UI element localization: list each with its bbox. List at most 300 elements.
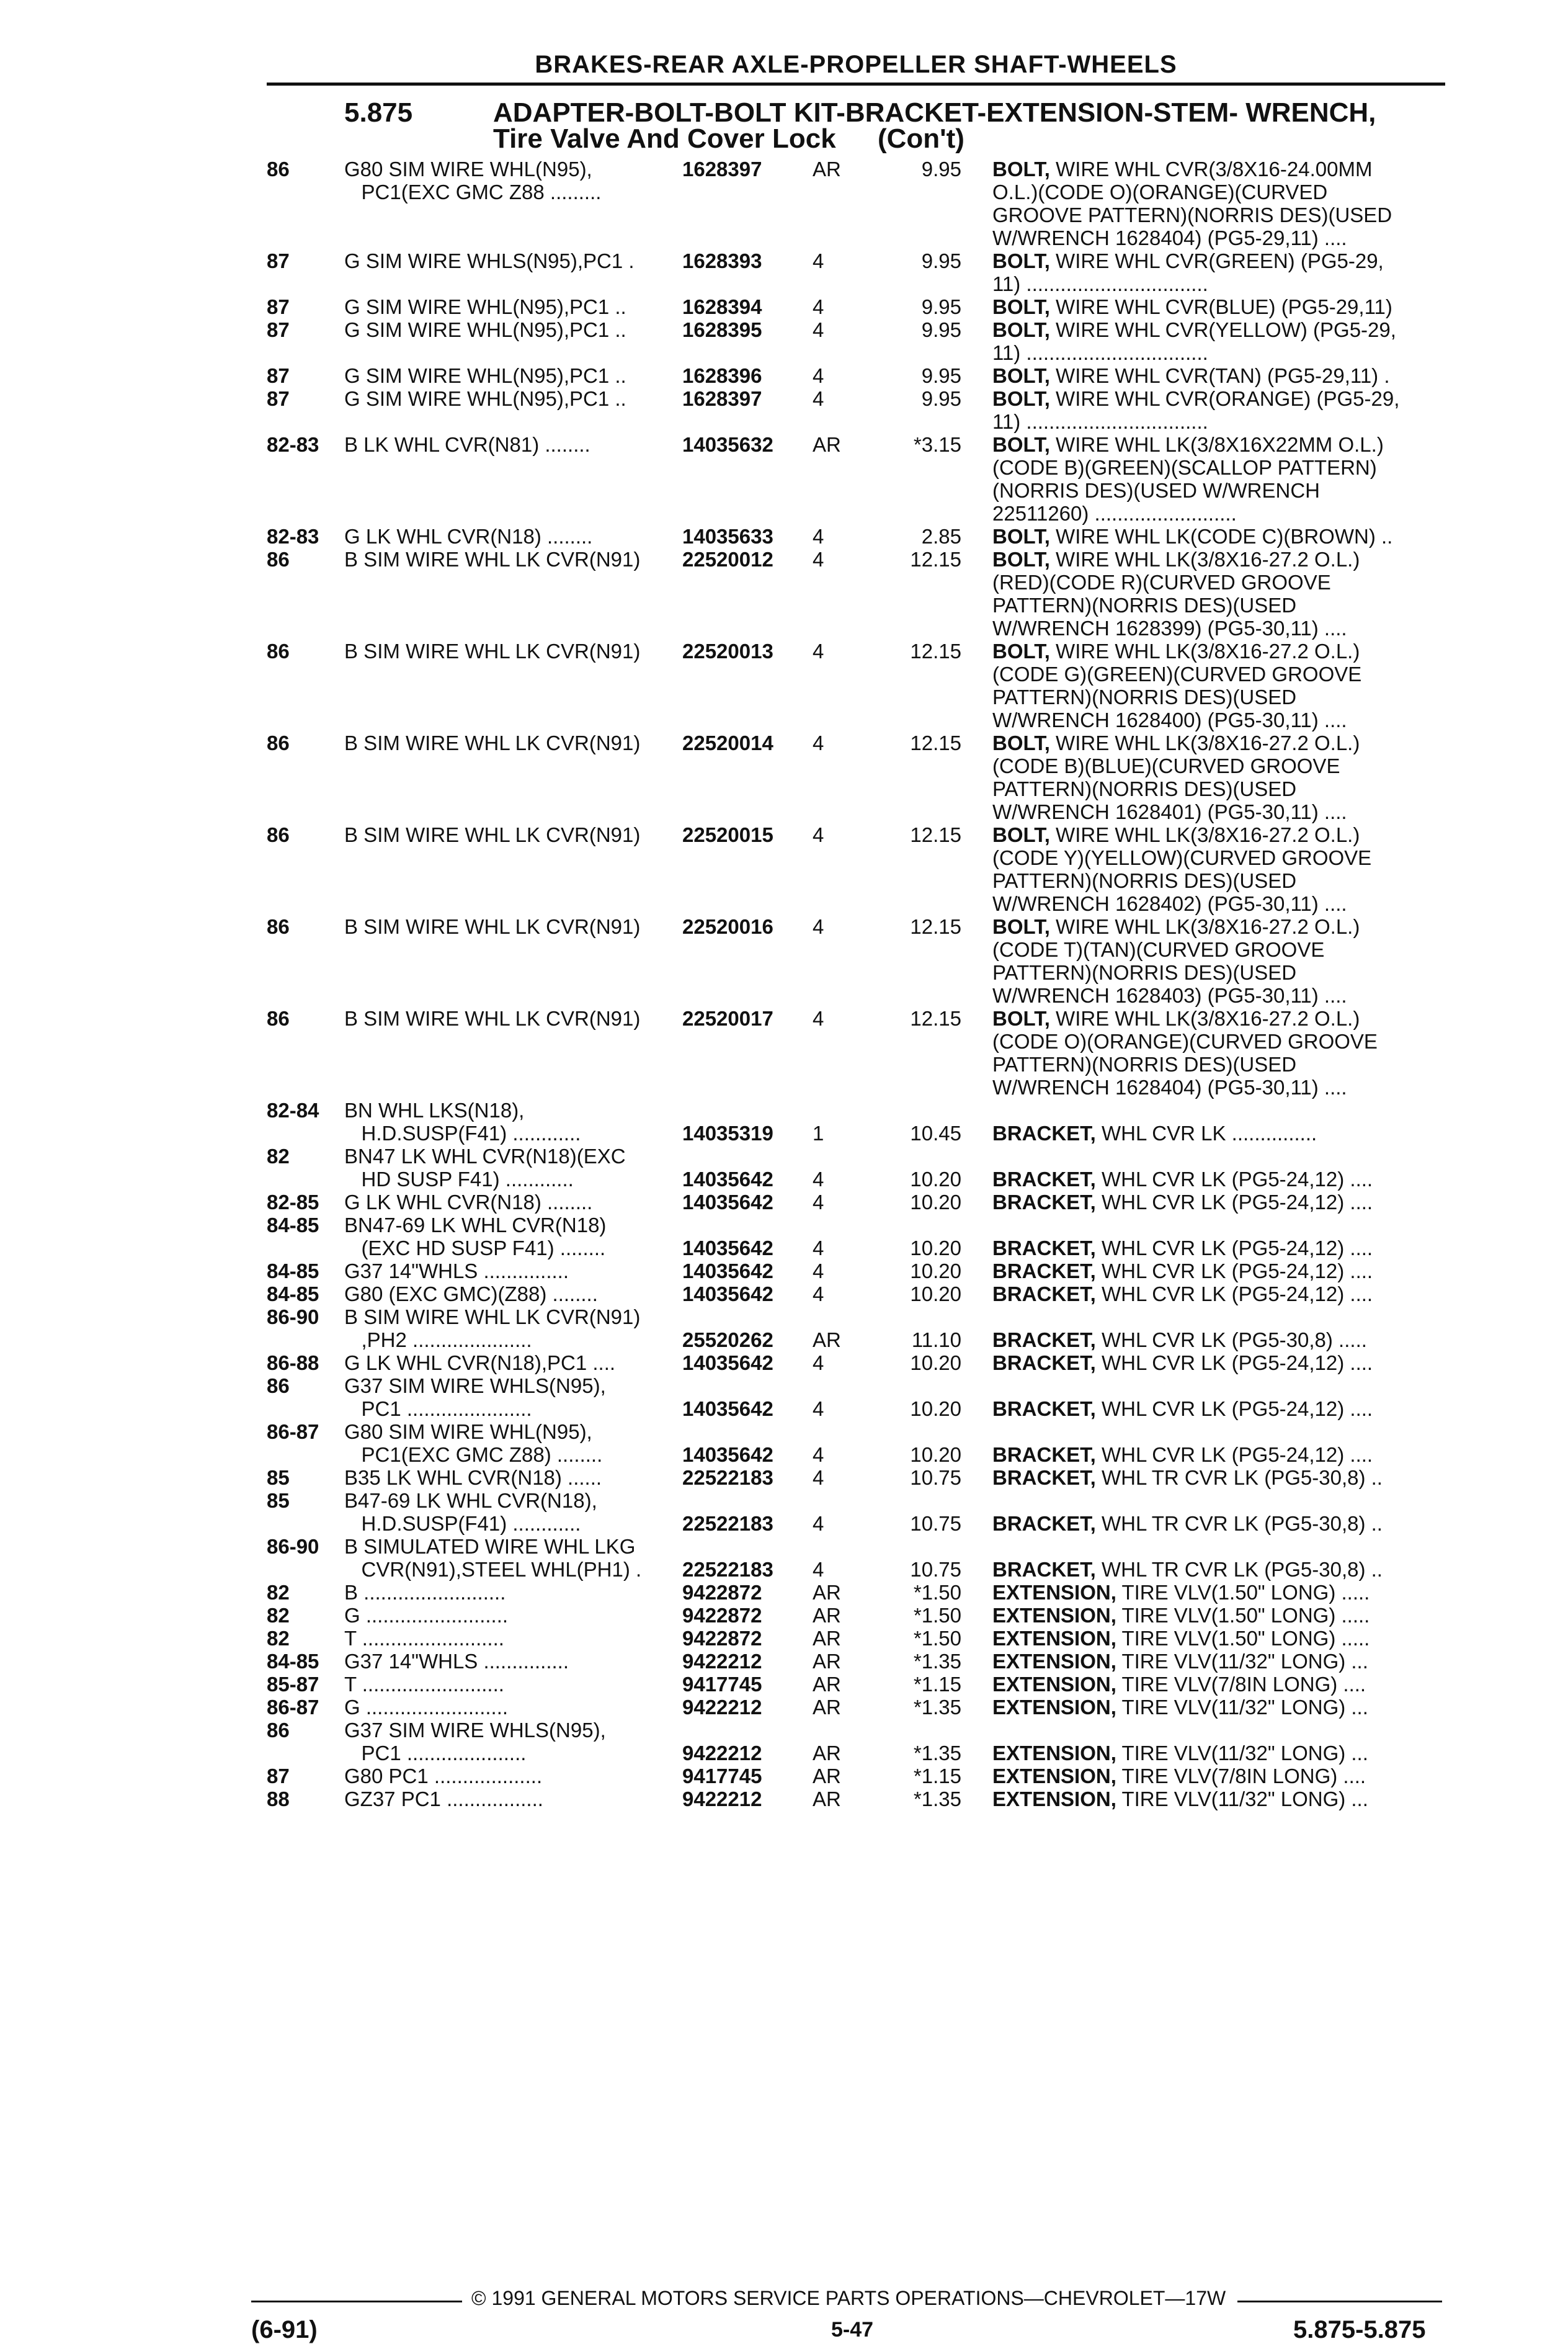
part-name-keyword: BOLT,	[992, 548, 1050, 571]
part-name-line: (RED)(CODE R)(CURVED GROOVE	[992, 571, 1331, 594]
table-row	[267, 1007, 1445, 1099]
part-name-text: WHL CVR LK (PG5-24,12) ....	[1095, 1237, 1373, 1259]
application-description	[344, 1351, 679, 1374]
application-description	[344, 915, 679, 938]
part-name-line	[992, 433, 1451, 456]
part-name-line: (NORRIS DES)(USED W/WRENCH	[992, 479, 1320, 502]
part-number: 9422212	[682, 1787, 762, 1810]
part-name-keyword: BRACKET,	[992, 1191, 1096, 1214]
price: 9.95	[921, 158, 961, 181]
model-year: 82-85	[267, 1191, 319, 1214]
price: *1.35	[913, 1787, 961, 1810]
part-name-text: WIRE WHL LK(3/8X16-27.2 O.L.)	[1049, 823, 1360, 846]
price: 12.15	[910, 1007, 961, 1030]
quantity: AR	[813, 1581, 841, 1604]
part-name-line: O.L.)(CODE O)(ORANGE)(CURVED	[992, 181, 1328, 204]
quantity: 1	[813, 1122, 824, 1145]
section-title: ADAPTER-BOLT-BOLT KIT-BRACKET-EXTENSION-STEM- WRENCH,	[493, 97, 1376, 128]
part-number: 1628396	[682, 364, 762, 387]
part-number: 14035642	[682, 1237, 773, 1259]
quantity: 4	[813, 1397, 824, 1420]
model-year: 86	[267, 548, 290, 571]
quantity: 4	[813, 1558, 824, 1581]
part-name	[992, 318, 1451, 364]
part-name-keyword: BOLT,	[992, 387, 1050, 410]
application-description	[344, 295, 679, 318]
model-year: 85	[267, 1466, 290, 1489]
quantity: AR	[813, 1627, 841, 1650]
table-row	[267, 548, 1445, 640]
quantity: AR	[813, 1696, 841, 1719]
price: 10.20	[910, 1443, 961, 1466]
quantity: 4	[813, 1237, 824, 1259]
table-row	[267, 1696, 1445, 1719]
part-name-line: (CODE B)(GREEN)(SCALLOP PATTERN)	[992, 456, 1377, 479]
part-name-line	[992, 548, 1451, 571]
part-name-keyword: BRACKET,	[992, 1122, 1096, 1145]
part-name	[992, 1122, 1451, 1145]
part-name-line: (CODE B)(BLUE)(CURVED GROOVE	[992, 754, 1340, 777]
quantity: 4	[813, 525, 824, 548]
part-name-text: WIRE WHL CVR(ORANGE) (PG5-29,	[1049, 387, 1400, 410]
price: *1.35	[913, 1742, 961, 1765]
part-name-line: PATTERN)(NORRIS DES)(USED	[992, 1053, 1297, 1076]
part-name-text: WIRE WHL LK(CODE C)(BROWN) ..	[1049, 525, 1393, 548]
table-row	[267, 1420, 1445, 1466]
table-row	[267, 525, 1445, 548]
model-year: 82	[267, 1581, 290, 1604]
application-description	[344, 525, 679, 548]
table-row	[267, 1305, 1445, 1351]
description-line: HD SUSP F41) ............	[344, 1168, 574, 1191]
price: 12.15	[910, 731, 961, 754]
part-name-text: WHL CVR LK (PG5-24,12) ....	[1095, 1259, 1373, 1282]
description-line: G80 SIM WIRE WHL(N95),	[344, 1420, 592, 1443]
quantity: 4	[813, 731, 824, 754]
part-name-line: (CODE G)(GREEN)(CURVED GROOVE	[992, 663, 1362, 686]
part-number: 9422872	[682, 1581, 762, 1604]
part-name-text: WIRE WHL CVR(TAN) (PG5-29,11) .	[1049, 364, 1390, 387]
part-number: 9422212	[682, 1650, 762, 1673]
part-name-keyword: EXTENSION,	[992, 1696, 1116, 1719]
part-name-line: PATTERN)(NORRIS DES)(USED	[992, 686, 1297, 709]
description-line: ,PH2 .....................	[344, 1328, 532, 1351]
part-name-line	[992, 1558, 1451, 1581]
part-name-text: WIRE WHL LK(3/8X16-27.2 O.L.)	[1049, 731, 1360, 754]
part-name-line	[992, 1696, 1451, 1719]
quantity: 4	[813, 1168, 824, 1191]
description-line: BN47-69 LK WHL CVR(N18)	[344, 1214, 607, 1237]
part-name	[992, 1696, 1451, 1719]
model-year: 84-85	[267, 1259, 319, 1282]
table-row	[267, 1145, 1445, 1191]
part-name	[992, 823, 1451, 915]
part-name	[992, 158, 1451, 249]
part-name-line	[992, 1443, 1451, 1466]
model-year: 82	[267, 1604, 290, 1627]
part-name-keyword: EXTENSION,	[992, 1581, 1116, 1604]
price: 11.10	[911, 1328, 961, 1351]
table-row	[267, 1489, 1445, 1535]
part-name-keyword: BOLT,	[992, 640, 1050, 663]
part-name	[992, 1581, 1451, 1604]
part-name-text: WIRE WHL CVR(3/8X16-24.00MM	[1049, 158, 1373, 181]
price: *1.35	[913, 1696, 961, 1719]
part-name	[992, 249, 1451, 295]
part-name-line	[992, 731, 1451, 754]
table-row	[267, 433, 1445, 525]
model-year: 84-85	[267, 1650, 319, 1673]
part-name-keyword: EXTENSION,	[992, 1627, 1116, 1650]
part-name-line	[992, 823, 1451, 846]
section-continued: (Con't)	[878, 123, 964, 154]
footer-page-number: 5-47	[831, 2318, 874, 2342]
application-description	[344, 1145, 679, 1191]
footer-section-range: 5.875-5.875	[1293, 2316, 1426, 2343]
quantity: 4	[813, 387, 824, 410]
part-name-text: WHL CVR LK (PG5-24,12) ....	[1095, 1443, 1373, 1466]
page-header-title: BRAKES-REAR AXLE-PROPELLER SHAFT-WHEELS	[535, 51, 1177, 78]
part-number: 22520016	[682, 915, 773, 938]
quantity: 4	[813, 915, 824, 938]
application-description	[344, 1627, 679, 1650]
part-name-line	[992, 1627, 1451, 1650]
part-name	[992, 1466, 1451, 1489]
parts-list	[267, 158, 1445, 1810]
footer-rule-right	[1237, 2301, 1442, 2302]
part-name-text: WIRE WHL CVR(BLUE) (PG5-29,11)	[1049, 295, 1392, 318]
model-year: 87	[267, 387, 290, 410]
part-name-keyword: EXTENSION,	[992, 1604, 1116, 1627]
part-name-text: WHL CVR LK (PG5-30,8) .....	[1095, 1328, 1367, 1351]
price: 10.75	[910, 1512, 961, 1535]
part-name-text: WHL CVR LK (PG5-24,12) ....	[1095, 1191, 1373, 1214]
part-name-line: GROOVE PATTERN)(NORRIS DES)(USED	[992, 204, 1392, 226]
quantity: 4	[813, 1512, 824, 1535]
part-name-text: TIRE VLV(11/32" LONG) ...	[1116, 1696, 1368, 1719]
quantity: 4	[813, 295, 824, 318]
part-name-line	[992, 1007, 1451, 1030]
price: 9.95	[921, 249, 961, 272]
part-name	[992, 1765, 1451, 1787]
description-line: G .........................	[344, 1604, 509, 1627]
application-description	[344, 1535, 679, 1581]
description-line: B SIM WIRE WHL LK CVR(N91)	[344, 640, 641, 663]
part-name-line	[992, 158, 1451, 181]
application-description	[344, 1259, 679, 1282]
description-line: PC1 ......................	[344, 1397, 532, 1420]
price: 10.75	[910, 1466, 961, 1489]
part-name-text: WIRE WHL LK(3/8X16X22MM O.L.)	[1049, 433, 1384, 456]
price: 12.15	[910, 823, 961, 846]
price: 10.20	[910, 1237, 961, 1259]
description-line: G LK WHL CVR(N18) ........	[344, 525, 593, 548]
price: 12.15	[910, 548, 961, 571]
description-line: PC1 .....................	[344, 1742, 527, 1765]
model-year: 87	[267, 1765, 290, 1787]
part-name	[992, 1191, 1451, 1214]
part-name	[992, 1558, 1451, 1581]
model-year: 86	[267, 731, 290, 754]
model-year: 86-90	[267, 1535, 319, 1558]
description-line: G .........................	[344, 1696, 509, 1719]
model-year: 87	[267, 318, 290, 341]
part-name-line: W/WRENCH 1628400) (PG5-30,11) ....	[992, 709, 1347, 731]
part-name-line	[992, 364, 1451, 387]
table-row	[267, 364, 1445, 387]
application-description	[344, 548, 679, 571]
part-name-line	[992, 525, 1451, 548]
description-line: B SIM WIRE WHL LK CVR(N91)	[344, 731, 641, 754]
table-row	[267, 1374, 1445, 1420]
price: 10.75	[910, 1558, 961, 1581]
part-name-keyword: EXTENSION,	[992, 1673, 1116, 1696]
quantity: 4	[813, 640, 824, 663]
part-name-text: WHL TR CVR LK (PG5-30,8) ..	[1095, 1558, 1383, 1581]
quantity: 4	[813, 1191, 824, 1214]
quantity: 4	[813, 249, 824, 272]
part-name-keyword: BRACKET,	[992, 1443, 1096, 1466]
price: *1.35	[913, 1650, 961, 1673]
part-number: 22520014	[682, 731, 773, 754]
description-line: G37 14"WHLS ...............	[344, 1259, 569, 1282]
part-number: 14035642	[682, 1282, 773, 1305]
description-line: G37 SIM WIRE WHLS(N95),	[344, 1719, 606, 1742]
quantity: AR	[813, 433, 841, 456]
model-year: 86	[267, 640, 290, 663]
part-name-line	[992, 1259, 1451, 1282]
part-name-keyword: BOLT,	[992, 295, 1050, 318]
part-name-keyword: BOLT,	[992, 318, 1050, 341]
part-number: 22520015	[682, 823, 773, 846]
part-name	[992, 1512, 1451, 1535]
part-name-line	[992, 1787, 1451, 1810]
table-row	[267, 1604, 1445, 1627]
part-name-keyword: BOLT,	[992, 433, 1050, 456]
description-line: G80 (EXC GMC)(Z88) ........	[344, 1282, 598, 1305]
part-name-line	[992, 318, 1451, 341]
part-name-line	[992, 915, 1451, 938]
part-name-line: PATTERN)(NORRIS DES)(USED	[992, 869, 1297, 892]
part-name-text: WIRE WHL LK(3/8X16-27.2 O.L.)	[1049, 915, 1360, 938]
application-description	[344, 1673, 679, 1696]
part-name-text: TIRE VLV(11/32" LONG) ...	[1116, 1742, 1368, 1765]
table-row	[267, 1259, 1445, 1282]
model-year: 86	[267, 158, 290, 181]
model-year: 86-87	[267, 1696, 319, 1719]
part-number: 14035633	[682, 525, 773, 548]
part-name	[992, 1168, 1451, 1191]
part-name	[992, 1604, 1451, 1627]
model-year: 85-87	[267, 1673, 319, 1696]
price: 10.20	[910, 1282, 961, 1305]
description-line: PC1(EXC GMC Z88 .........	[344, 181, 602, 204]
section-subtitle: Tire Valve And Cover Lock	[493, 123, 836, 154]
part-name-line	[992, 1237, 1451, 1259]
part-name-keyword: BRACKET,	[992, 1259, 1096, 1282]
price: 10.20	[910, 1259, 961, 1282]
table-row	[267, 1673, 1445, 1696]
price: 10.20	[910, 1191, 961, 1214]
application-description	[344, 1696, 679, 1719]
quantity: AR	[813, 1328, 841, 1351]
part-name	[992, 525, 1451, 548]
part-name-line	[992, 640, 1451, 663]
table-row	[267, 1214, 1445, 1259]
part-name	[992, 915, 1451, 1007]
model-year: 82	[267, 1627, 290, 1650]
part-number: 1628393	[682, 249, 762, 272]
part-name-line: PATTERN)(NORRIS DES)(USED	[992, 594, 1297, 617]
quantity: AR	[813, 1742, 841, 1765]
part-number: 1628397	[682, 158, 762, 181]
table-row	[267, 1787, 1445, 1810]
part-name-keyword: BOLT,	[992, 158, 1050, 181]
application-description	[344, 158, 679, 204]
part-name-keyword: BRACKET,	[992, 1351, 1096, 1374]
part-name	[992, 1787, 1451, 1810]
part-name-line	[992, 1328, 1451, 1351]
application-description	[344, 1214, 679, 1259]
application-description	[344, 823, 679, 846]
part-name-line: 11) ................................	[992, 272, 1208, 295]
table-row	[267, 1581, 1445, 1604]
part-number: 14035642	[682, 1168, 773, 1191]
part-name-line	[992, 249, 1451, 272]
part-name-line	[992, 1466, 1451, 1489]
part-name-keyword: BRACKET,	[992, 1558, 1096, 1581]
part-name-text: WHL CVR LK (PG5-24,12) ....	[1095, 1397, 1373, 1420]
application-description	[344, 364, 679, 387]
application-description	[344, 731, 679, 754]
application-description	[344, 1374, 679, 1420]
part-name-keyword: BOLT,	[992, 731, 1050, 754]
part-name-text: TIRE VLV(11/32" LONG) ...	[1116, 1650, 1368, 1673]
part-name-text: WIRE WHL CVR(GREEN) (PG5-29,	[1049, 249, 1384, 272]
table-row	[267, 158, 1445, 249]
description-line: H.D.SUSP(F41) ............	[344, 1122, 581, 1145]
table-row	[267, 1627, 1445, 1650]
part-name-keyword: EXTENSION,	[992, 1742, 1116, 1765]
quantity: 4	[813, 364, 824, 387]
table-row	[267, 1466, 1445, 1489]
description-line: G37 SIM WIRE WHLS(N95),	[344, 1374, 606, 1397]
quantity: AR	[813, 1765, 841, 1787]
quantity: AR	[813, 1673, 841, 1696]
part-name-line	[992, 1581, 1451, 1604]
part-number: 22520012	[682, 548, 773, 571]
part-number: 14035642	[682, 1443, 773, 1466]
price: 9.95	[921, 295, 961, 318]
part-name-line	[992, 1351, 1451, 1374]
part-name-line	[992, 1765, 1451, 1787]
part-name-line	[992, 1282, 1451, 1305]
model-year: 85	[267, 1489, 290, 1512]
part-name-line	[992, 1397, 1451, 1420]
table-row	[267, 1719, 1445, 1765]
quantity: AR	[813, 1604, 841, 1627]
part-name-line: W/WRENCH 1628399) (PG5-30,11) ....	[992, 617, 1347, 640]
description-line: B SIM WIRE WHL LK CVR(N91)	[344, 1007, 641, 1030]
part-number: 1628394	[682, 295, 762, 318]
application-description	[344, 387, 679, 410]
part-number: 9422212	[682, 1742, 762, 1765]
part-name-line	[992, 1742, 1451, 1765]
price: 10.20	[910, 1397, 961, 1420]
table-row	[267, 1099, 1445, 1145]
part-name-keyword: BRACKET,	[992, 1397, 1096, 1420]
part-name-keyword: BRACKET,	[992, 1282, 1096, 1305]
part-name-text: WIRE WHL CVR(YELLOW) (PG5-29,	[1049, 318, 1396, 341]
part-name-line: (CODE T)(TAN)(CURVED GROOVE	[992, 938, 1325, 961]
part-name-keyword: BOLT,	[992, 823, 1050, 846]
part-number: 14035642	[682, 1351, 773, 1374]
part-name-line	[992, 1122, 1451, 1145]
part-number: 1628395	[682, 318, 762, 341]
price: *1.50	[913, 1627, 961, 1650]
footer-copyright: © 1991 GENERAL MOTORS SERVICE PARTS OPERATIONS—CHEVROLET—17W	[471, 2287, 1226, 2309]
footer-date: (6-91)	[251, 2316, 318, 2343]
page-header	[267, 51, 1445, 86]
part-name	[992, 1259, 1451, 1282]
price: 9.95	[921, 364, 961, 387]
description-line: B SIM WIRE WHL LK CVR(N91)	[344, 823, 641, 846]
part-name	[992, 1351, 1451, 1374]
table-row	[267, 1351, 1445, 1374]
application-description	[344, 1719, 679, 1765]
model-year: 87	[267, 295, 290, 318]
part-number: 14035319	[682, 1122, 773, 1145]
part-number: 9422872	[682, 1604, 762, 1627]
part-name-keyword: EXTENSION,	[992, 1787, 1116, 1810]
quantity: 4	[813, 548, 824, 571]
description-line: CVR(N91),STEEL WHL(PH1) .	[344, 1558, 642, 1581]
part-number: 1628397	[682, 387, 762, 410]
part-number: 14035642	[682, 1191, 773, 1214]
part-name-line: 22511260) .........................	[992, 502, 1237, 525]
part-name-text: TIRE VLV(1.50" LONG) .....	[1116, 1604, 1370, 1627]
application-description	[344, 1581, 679, 1604]
model-year: 82-83	[267, 525, 319, 548]
application-description	[344, 1099, 679, 1145]
description-line: T .........................	[344, 1673, 504, 1696]
price: 10.45	[910, 1122, 961, 1145]
part-name-text: TIRE VLV(1.50" LONG) .....	[1116, 1581, 1370, 1604]
quantity: 4	[813, 318, 824, 341]
part-name-line	[992, 387, 1451, 410]
part-name-text: WHL CVR LK (PG5-24,12) ....	[1095, 1168, 1373, 1191]
quantity: AR	[813, 158, 841, 181]
part-name-keyword: BRACKET,	[992, 1512, 1096, 1535]
application-description	[344, 640, 679, 663]
part-name-line: (CODE Y)(YELLOW)(CURVED GROOVE	[992, 846, 1372, 869]
table-row	[267, 640, 1445, 731]
part-name	[992, 731, 1451, 823]
quantity: 4	[813, 1466, 824, 1489]
part-name	[992, 1397, 1451, 1420]
part-name-text: WHL CVR LK (PG5-24,12) ....	[1095, 1351, 1373, 1374]
part-name-keyword: EXTENSION,	[992, 1765, 1116, 1787]
application-description	[344, 1420, 679, 1466]
description-line: G SIM WIRE WHL(N95),PC1 ..	[344, 387, 626, 410]
description-line: G LK WHL CVR(N18) ........	[344, 1191, 593, 1214]
table-row	[267, 823, 1445, 915]
model-year: 82	[267, 1145, 290, 1168]
quantity: 4	[813, 1282, 824, 1305]
part-name	[992, 640, 1451, 731]
price: 9.95	[921, 318, 961, 341]
part-name	[992, 1443, 1451, 1466]
